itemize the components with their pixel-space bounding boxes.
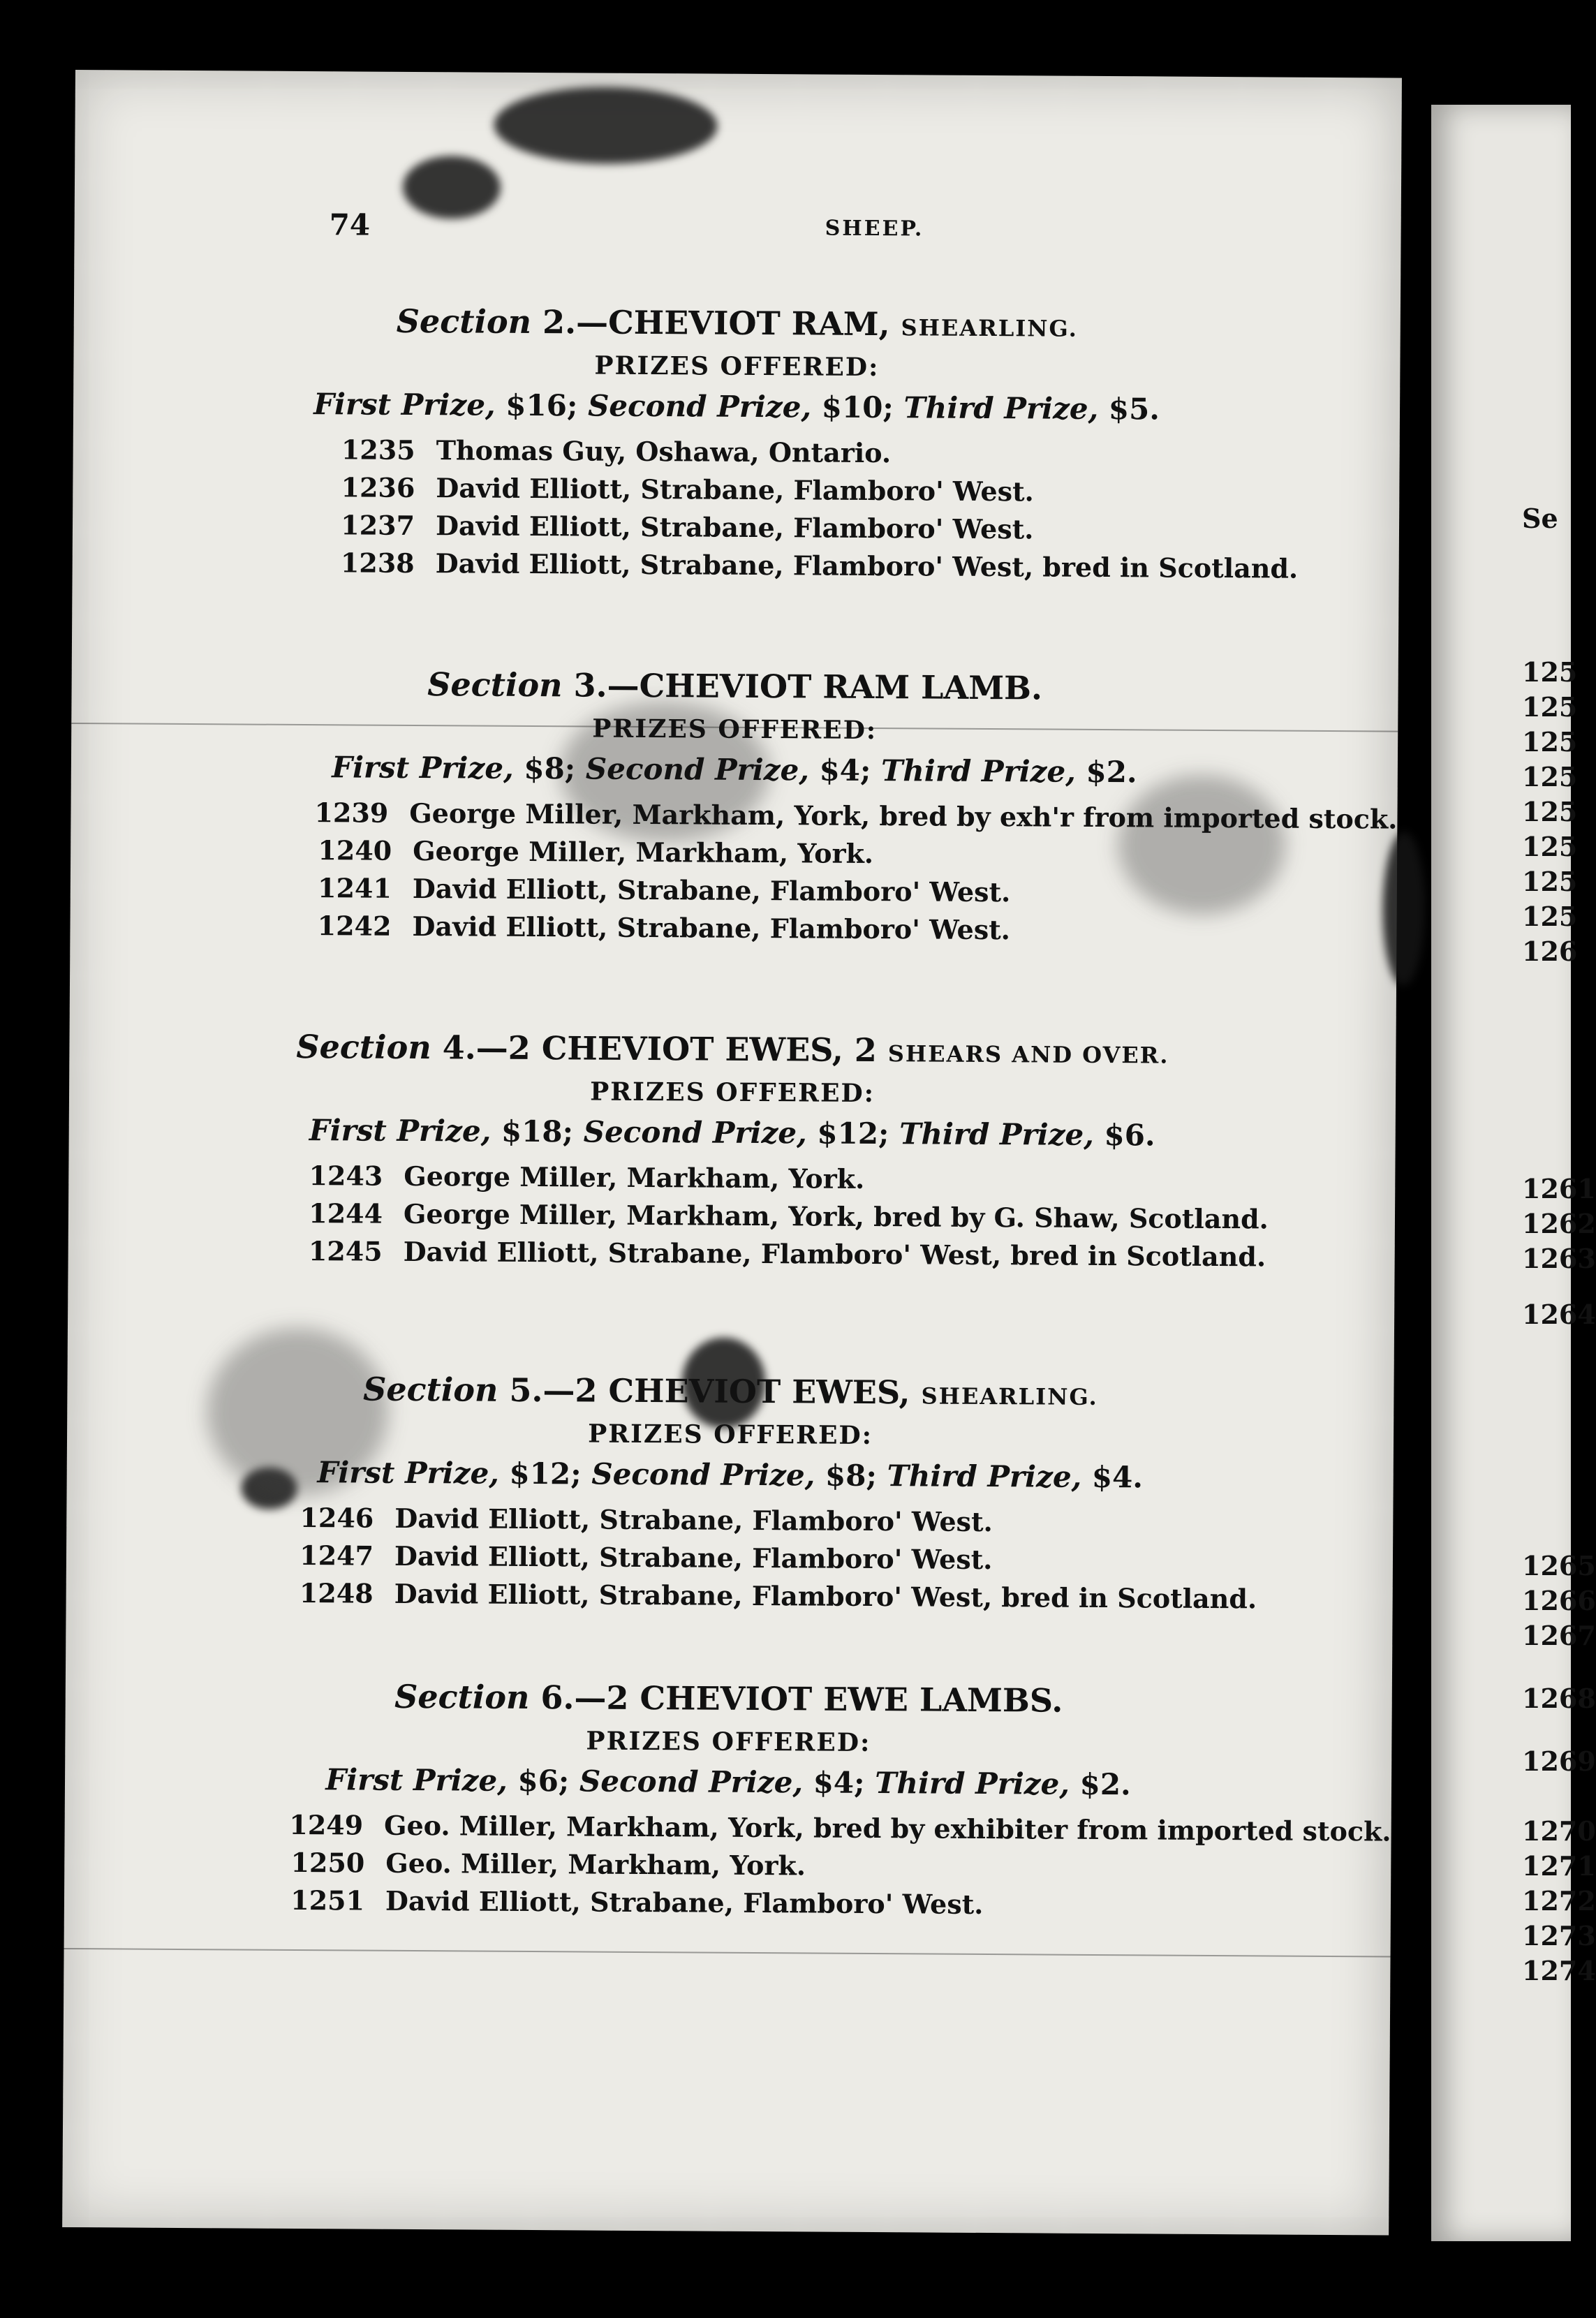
prize-value: $2. xyxy=(1069,1766,1131,1802)
facing-page-fragment: 1270 xyxy=(1522,1815,1596,1847)
entry-text: David Elliott, Strabane, Flamboro' West. xyxy=(385,1884,984,1920)
prizes-offered-heading: PRIZES OFFERED: xyxy=(590,1077,875,1109)
prize-label: Second Prize, xyxy=(585,751,810,788)
ink-stain xyxy=(494,87,718,165)
prize-section xyxy=(70,663,1398,952)
page-number: 74 xyxy=(329,207,371,242)
prizes-offered-heading: PRIZES OFFERED: xyxy=(592,714,878,746)
prize-value: $2. xyxy=(1075,754,1137,790)
facing-page-fragment: 125 xyxy=(1522,656,1578,688)
prize-value: $4; xyxy=(802,1765,875,1801)
prize-value: $6. xyxy=(1093,1117,1155,1153)
facing-page-fragment: 125 xyxy=(1522,901,1578,932)
entry-text: Geo. Miller, Markham, York. xyxy=(385,1847,806,1882)
prize-value: $12; xyxy=(498,1456,592,1491)
section-title xyxy=(69,1026,1396,1072)
entry-text: Geo. Miller, Markham, York, bred by exhibiter from imported stock. xyxy=(383,1809,1391,1847)
facing-page-fragment: 126 xyxy=(1522,936,1578,967)
facing-page-fragment: 1266 xyxy=(1522,1585,1596,1616)
prizes-offered-heading: PRIZES OFFERED: xyxy=(586,1726,871,1758)
entry-list xyxy=(66,1498,1394,1619)
entry-number: 1237 xyxy=(341,509,415,541)
entry-text: David Elliott, Strabane, Flamboro' West, bred in Scotland. xyxy=(403,1235,1266,1273)
prize-value: $6; xyxy=(507,1763,580,1799)
facing-page-fragment: 1269 xyxy=(1522,1745,1596,1777)
entry-row xyxy=(281,1806,1391,1851)
entry-number: 1247 xyxy=(300,1540,374,1572)
section-subheading: SHEARLING. xyxy=(921,1382,1098,1410)
section-heading: 5.—2 CHEVIOT EWES, xyxy=(509,1371,910,1412)
entry-row xyxy=(290,1537,1393,1581)
prize-label: First Prize, xyxy=(317,1455,500,1491)
entry-number: 1236 xyxy=(341,471,415,503)
prize-amounts xyxy=(69,1112,1396,1154)
entry-number: 1250 xyxy=(290,1846,365,1879)
prize-label: First Prize, xyxy=(309,1113,492,1149)
prize-value: $4. xyxy=(1081,1459,1144,1495)
entry-row xyxy=(331,468,1399,512)
prize-label: Third Prize, xyxy=(880,753,1076,789)
prize-value: $8; xyxy=(513,751,586,786)
entry-number: 1245 xyxy=(308,1235,383,1267)
section-heading: 4.—2 CHEVIOT EWES, 2 xyxy=(442,1028,878,1070)
facing-page-fragment: 1261 xyxy=(1522,1173,1596,1204)
entry-text: David Elliott, Strabane, Flamboro' West, bred in Scotland. xyxy=(435,547,1299,584)
section-heading: 3.—CHEVIOT RAM LAMB. xyxy=(573,666,1043,707)
facing-page-fragment: 1272 xyxy=(1522,1885,1596,1917)
entry-text: David Elliott, Strabane, Flamboro' West. xyxy=(412,910,1011,946)
entry-number: 1251 xyxy=(290,1884,365,1917)
entry-row xyxy=(281,1882,1391,1926)
prize-amounts xyxy=(73,385,1400,428)
book-page xyxy=(62,70,1402,2236)
section-title xyxy=(71,663,1398,709)
prize-label: Second Prize, xyxy=(583,1114,807,1151)
entry-number: 1242 xyxy=(317,910,392,942)
prize-value: $5. xyxy=(1098,391,1160,427)
prize-amounts xyxy=(67,1454,1394,1496)
entry-row xyxy=(331,544,1399,588)
prize-label: Third Prize, xyxy=(903,390,1099,426)
entry-number: 1235 xyxy=(341,434,415,466)
entry-text: George Miller, Markham, York, bred by G. Shaw, Scotland. xyxy=(403,1197,1269,1235)
prize-value: $8; xyxy=(815,1458,887,1493)
facing-page-fragment: 125 xyxy=(1522,796,1578,827)
entry-text: David Elliott, Strabane, Flamboro' West. xyxy=(436,472,1034,508)
prize-amounts xyxy=(65,1761,1391,1803)
prize-label: Third Prize, xyxy=(887,1459,1082,1494)
facing-page-fragment: 125 xyxy=(1522,831,1578,862)
entry-row xyxy=(290,1574,1393,1619)
entry-number: 1246 xyxy=(300,1502,374,1534)
entry-row xyxy=(299,1195,1395,1239)
prize-section xyxy=(73,300,1401,589)
entry-row xyxy=(307,907,1396,952)
entry-text: George Miller, Markham, York. xyxy=(404,1160,865,1195)
entry-row xyxy=(331,506,1399,550)
section-title xyxy=(74,300,1401,346)
prize-value: $16; xyxy=(495,387,589,423)
entry-text: David Elliott, Strabane, Flamboro' West. xyxy=(412,872,1011,908)
prize-section xyxy=(68,1026,1396,1277)
running-head: SHEEP. xyxy=(825,216,924,242)
prize-label: Second Prize, xyxy=(591,1456,815,1493)
entry-list xyxy=(70,792,1397,952)
entry-list xyxy=(68,1156,1396,1277)
section-label: Section xyxy=(396,302,543,341)
entry-row xyxy=(281,1844,1391,1889)
section-label: Section xyxy=(296,1027,443,1067)
prize-value: $18; xyxy=(491,1114,584,1149)
prizes-offered-heading: PRIZES OFFERED: xyxy=(594,350,880,383)
entry-text: George Miller, Markham, York, bred by exh'r from imported stock. xyxy=(409,797,1398,835)
entry-list xyxy=(64,1805,1391,1926)
entry-row xyxy=(299,1157,1395,1202)
entry-text: David Elliott, Strabane, Flamboro' West, bred in Scotland. xyxy=(394,1577,1257,1615)
facing-page-fragment: 1268 xyxy=(1522,1683,1596,1714)
entry-number: 1248 xyxy=(299,1577,374,1609)
entry-number: 1244 xyxy=(309,1197,383,1230)
prize-section xyxy=(64,1676,1392,1926)
section-label: Section xyxy=(427,665,574,704)
prize-label: Second Prize, xyxy=(579,1764,804,1800)
prize-amounts xyxy=(71,748,1398,791)
entry-row xyxy=(332,431,1400,475)
prize-label: Second Prize, xyxy=(587,388,812,425)
prize-label: First Prize, xyxy=(313,387,496,422)
facing-page-fragment: 1262 xyxy=(1522,1208,1596,1239)
entry-text: David Elliott, Strabane, Flamboro' West. xyxy=(435,510,1034,545)
section-label: Section xyxy=(394,1677,541,1717)
facing-page-fragment: 125 xyxy=(1522,691,1578,723)
ink-stain xyxy=(403,156,501,219)
entry-list xyxy=(73,429,1400,589)
facing-page-fragment: 1273 xyxy=(1522,1920,1596,1951)
entry-text: Thomas Guy, Oshawa, Ontario. xyxy=(436,434,892,469)
section-subheading: SHEARS AND OVER. xyxy=(887,1040,1169,1069)
prize-value: $10; xyxy=(811,390,904,425)
facing-page-fragment: 125 xyxy=(1522,726,1578,758)
prize-label: First Prize, xyxy=(332,750,514,785)
facing-page-fragment: 1271 xyxy=(1522,1850,1596,1882)
entry-row xyxy=(299,1232,1395,1277)
entry-text: David Elliott, Strabane, Flamboro' West. xyxy=(394,1502,993,1538)
entry-text: David Elliott, Strabane, Flamboro' West. xyxy=(394,1540,993,1576)
entry-row xyxy=(308,832,1397,876)
entry-number: 1249 xyxy=(289,1808,364,1841)
entry-row xyxy=(308,794,1397,839)
scan-line xyxy=(64,1948,1391,1958)
prize-value: $4; xyxy=(808,753,882,788)
facing-page-fragment: 1264 xyxy=(1522,1299,1596,1330)
facing-page-fragment: 1274 xyxy=(1522,1955,1596,1986)
entry-row xyxy=(308,869,1397,914)
prize-section xyxy=(66,1368,1394,1619)
section-subheading: SHEARLING. xyxy=(901,314,1078,342)
entry-number: 1239 xyxy=(314,797,389,829)
prize-label: Third Prize, xyxy=(875,1766,1070,1801)
entry-row xyxy=(290,1499,1393,1544)
section-heading: 2.—CHEVIOT RAM, xyxy=(542,303,890,344)
section-label: Section xyxy=(362,1370,510,1409)
facing-page-fragment: 125 xyxy=(1522,866,1578,897)
prize-value: $12; xyxy=(806,1116,900,1151)
facing-page-fragment: Se xyxy=(1522,503,1558,534)
entry-number: 1240 xyxy=(318,834,392,866)
facing-page-fragment: 1263 xyxy=(1522,1243,1596,1274)
facing-page-fragment: 125 xyxy=(1522,761,1578,792)
facing-page-fragment: 1265 xyxy=(1522,1550,1596,1581)
facing-page-fragment: 1267 xyxy=(1522,1620,1596,1651)
prize-label: First Prize, xyxy=(325,1762,508,1798)
entry-text: George Miller, Markham, York. xyxy=(413,834,874,870)
prizes-offered-heading: PRIZES OFFERED: xyxy=(588,1419,873,1451)
entry-number: 1238 xyxy=(340,547,415,579)
section-heading: 6.—2 CHEVIOT EWE LAMBS. xyxy=(540,1678,1063,1720)
entry-number: 1241 xyxy=(317,872,392,904)
section-title xyxy=(67,1368,1394,1415)
entry-number: 1243 xyxy=(309,1160,383,1192)
section-title xyxy=(66,1676,1392,1722)
prize-label: Third Prize, xyxy=(899,1116,1095,1152)
